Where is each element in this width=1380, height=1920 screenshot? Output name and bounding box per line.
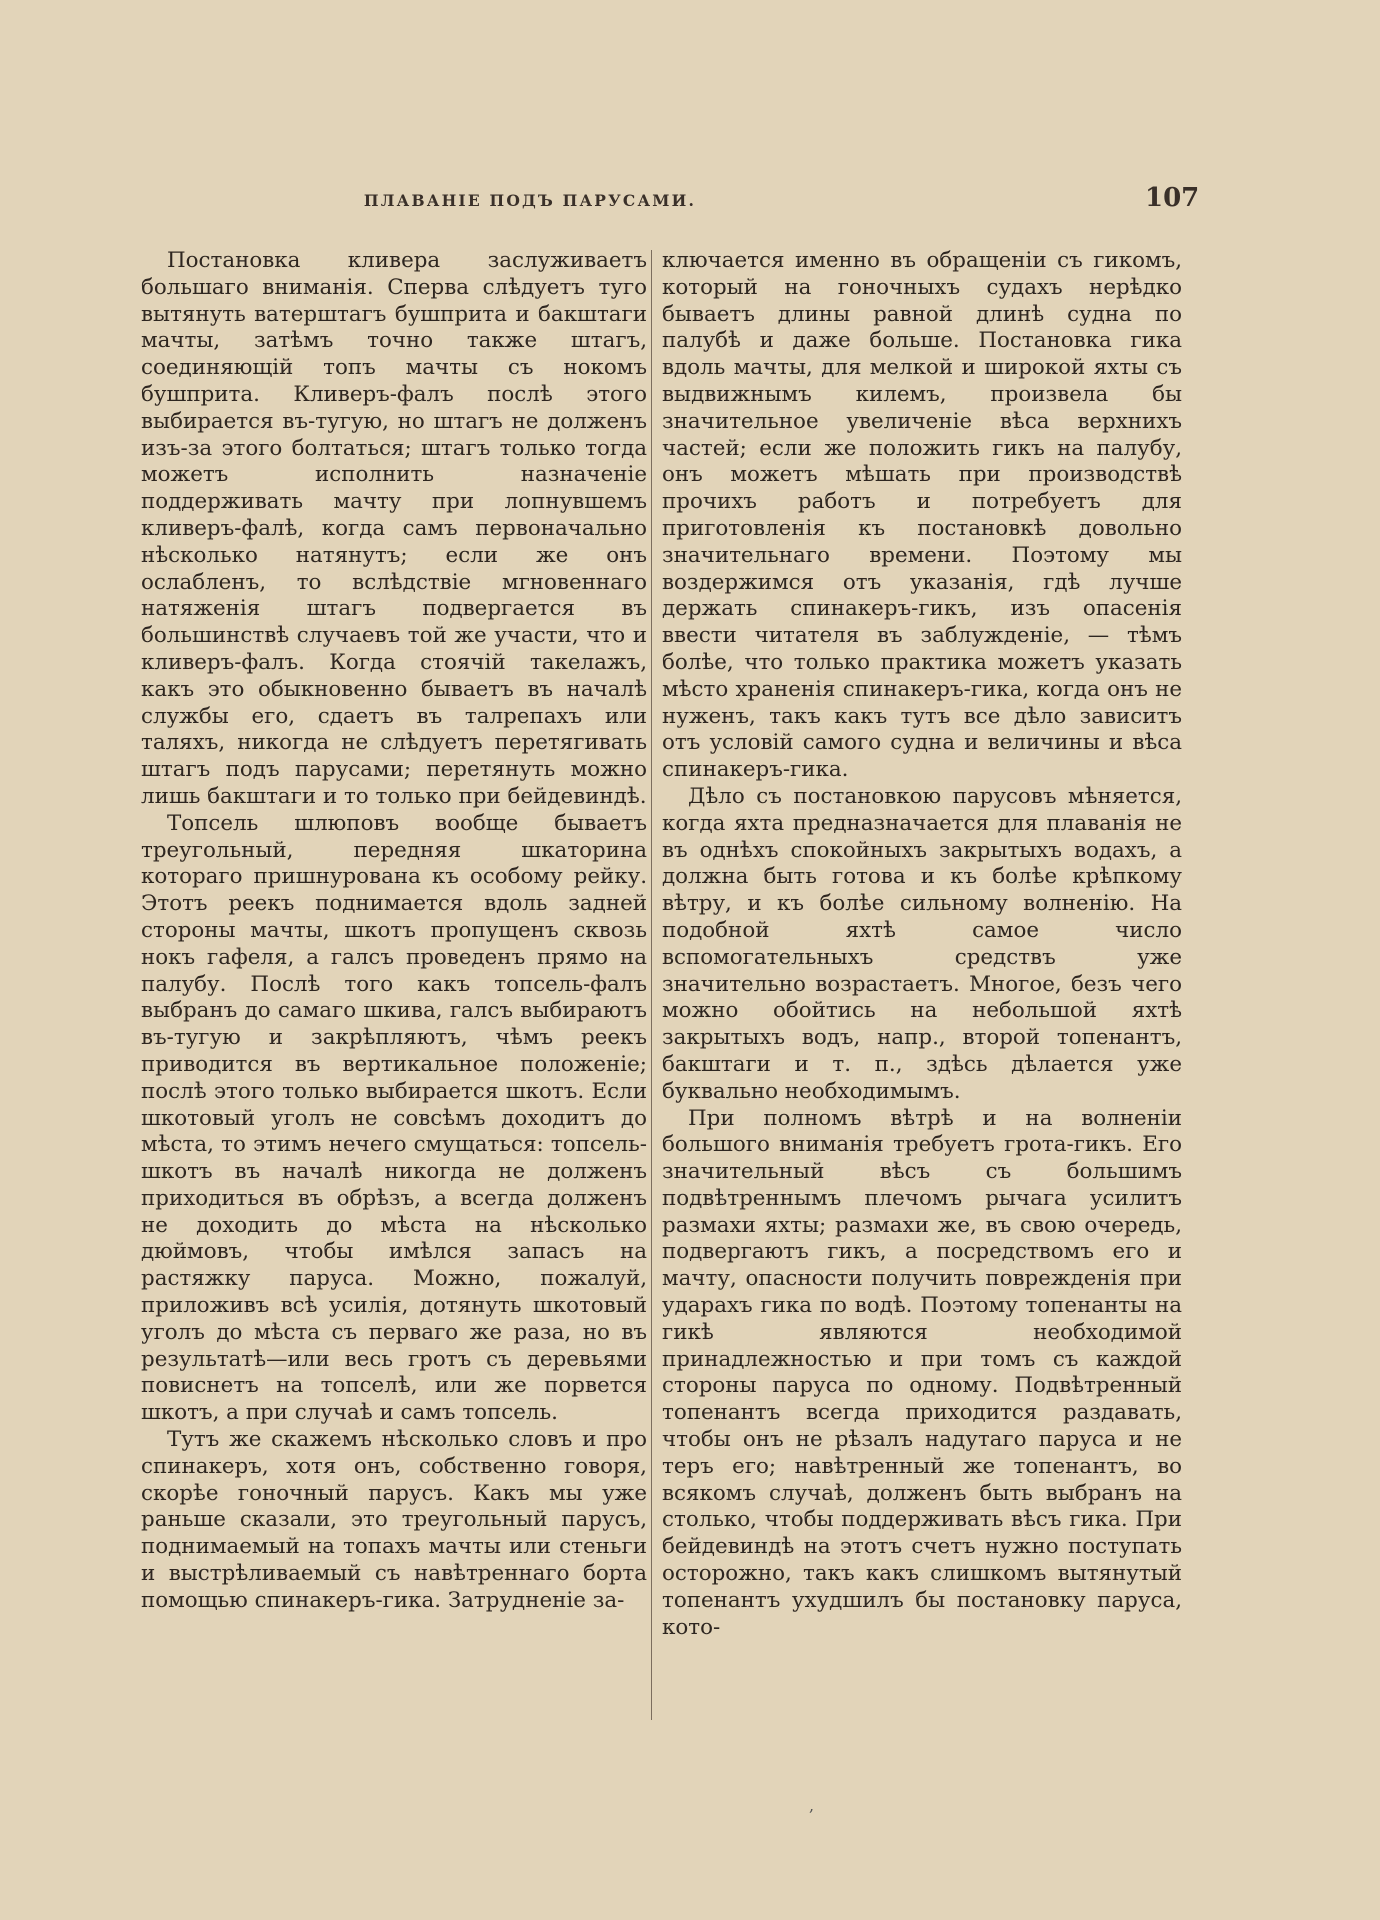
paragraph: Постановка кливера заслуживаетъ большаго вниманія. Сперва слѣдуетъ туго вытянуть ватерштагъ бушприта и бакштаги мачты, затѣмъ точно также штагъ, соединяющій топъ мачты съ нокомъ бушприта. Кливеръ-фалъ послѣ этого выбирается въ-тугую, но штагъ не долженъ изъ-за этого болтаться; штагъ только тогда можетъ исполнить назначеніе поддерживать мачту при лопнувшемъ кливеръ-фалѣ, когда самъ первоначально нѣсколько натянутъ; если же онъ ослабленъ, то вслѣдствіе мгновеннаго натяженія штагъ подвергается въ большинствѣ случаевъ той же участи, что и кливеръ-фалъ. Когда стоячій такелажъ, какъ это обыкновенно бываетъ въ началѣ службы его, сдаетъ въ талрепахъ или таляхъ, никогда не слѣдуетъ перетягивать штагъ подъ парусами; перетянуть можно лишь бакштаги и то только при бейдевиндѣ.	[141, 248, 647, 809]
running-title: ПЛАВАНІЕ ПОДЪ ПАРУСАМИ.	[363, 191, 697, 210]
paragraph-continuation: ключается именно въ обращеніи съ гикомъ, который на гоночныхъ судахъ нерѣдко бываетъ длины равной длинѣ судна по палубѣ и даже больше. Постановка гика вдоль мачты, для мелкой и широкой яхты съ выдвижнымъ килемъ, произвела бы значительное увеличеніе вѣса верхнихъ частей; если же положить гикъ на палубу, онъ можетъ мѣшать при производствѣ прочихъ работъ и потребуетъ для приготовленія къ постановкѣ довольно значительнаго времени. Поэтому мы воздержимся отъ указанія, гдѣ лучше держать спинакеръ-гикъ, изъ опасенія ввести читателя въ заблужденіе, — тѣмъ болѣе, что только практика можетъ указать мѣсто храненія спинакеръ-гика, когда онъ не нуженъ, такъ какъ тутъ все дѣло зависитъ отъ условій самого судна и величины и вѣса спинакеръ-гика.	[662, 248, 1182, 783]
paragraph: Дѣло съ постановкою парусовъ мѣняется, когда яхта предназначается для плаванія не въ однѣхъ спокойныхъ закрытыхъ водахъ, а должна быть готова и къ болѣе крѣпкому вѣтру, и къ болѣе сильному волненію. На подобной яхтѣ самое число вспомогательныхъ средствъ уже значительно возрастаетъ. Многое, безъ чего можно обойтись на небольшой яхтѣ закрытыхъ водъ, напр., второй топенантъ, бакштаги и т. п., здѣсь дѣлается уже буквально необходимымъ.	[662, 783, 1182, 1104]
paragraph: Тутъ же скажемъ нѣсколько словъ и про спинакеръ, хотя онъ, собственно говоря, скорѣе гоночный парусъ. Какъ мы уже раньше сказали, это треугольный парусъ, поднимаемый на топахъ мачты или стеньги и выстрѣливаемый съ навѣтреннаго борта помощью спинакеръ-гика. Затрудненіе за-	[141, 1427, 647, 1613]
left-column	[141, 248, 647, 1615]
page-number: 107	[1145, 183, 1200, 213]
right-column	[662, 248, 1182, 1641]
paragraph: При полномъ вѣтрѣ и на волненіи большого вниманія требуетъ грота-гикъ. Его значительный вѣсъ съ большимъ подвѣтреннымъ плечомъ рычага усилитъ размахи яхты; размахи же, въ свою очередь, подвергаютъ гикъ, а посредствомъ его и мачту, опасности получить поврежденія при ударахъ гика по водѣ. Поэтому топенанты на гикѣ являются необходимой принадлежностью и при томъ съ каждой стороны паруса по одному. Подвѣтренный топенантъ всегда приходится раздавать, чтобы онъ не рѣзалъ надутаго паруса и не теръ его; навѣтренный же топенантъ, во всякомъ случаѣ, долженъ быть выбранъ на столько, чтобы поддерживать вѣсъ гика. При бейдевиндѣ на этотъ счетъ нужно поступать осторожно, такъ какъ слишкомъ вытянутый топенантъ ухудшилъ бы постановку паруса, кото-	[662, 1105, 1182, 1640]
paragraph: Топсель шлюповъ вообще бываетъ треугольный, передняя шкаторина котораго пришнурована къ особому рейку. Этотъ реекъ поднимается вдоль задней стороны мачты, шкотъ пропущенъ сквозь нокъ гафеля, а галсъ проведенъ прямо на палубу. Послѣ того какъ топсель-фалъ выбранъ до самаго шкива, галсъ выбираютъ въ-тугую и закрѣпляютъ, чѣмъ реекъ приводится въ вертикальное положеніе; послѣ этого только выбирается шкотъ. Если шкотовый уголъ не совсѣмъ доходитъ до мѣста, то этимъ нечего смущаться: топсель-шкотъ въ началѣ никогда не долженъ приходиться въ обрѣзъ, а всегда долженъ не доходить до мѣста на нѣсколько дюймовъ, чтобы имѣлся запасъ на растяжку паруса. Можно, пожалуй, приложивъ всѣ усилія, дотянуть шкотовый уголъ до мѣста съ перваго же раза, но въ результатѣ—или весь гротъ съ деревьями повиснетъ на топселѣ, или же порвется шкотъ, а при случаѣ и самъ топсель.	[141, 810, 647, 1426]
column-divider	[651, 250, 652, 1720]
ink-speck: ,	[809, 1796, 815, 1815]
